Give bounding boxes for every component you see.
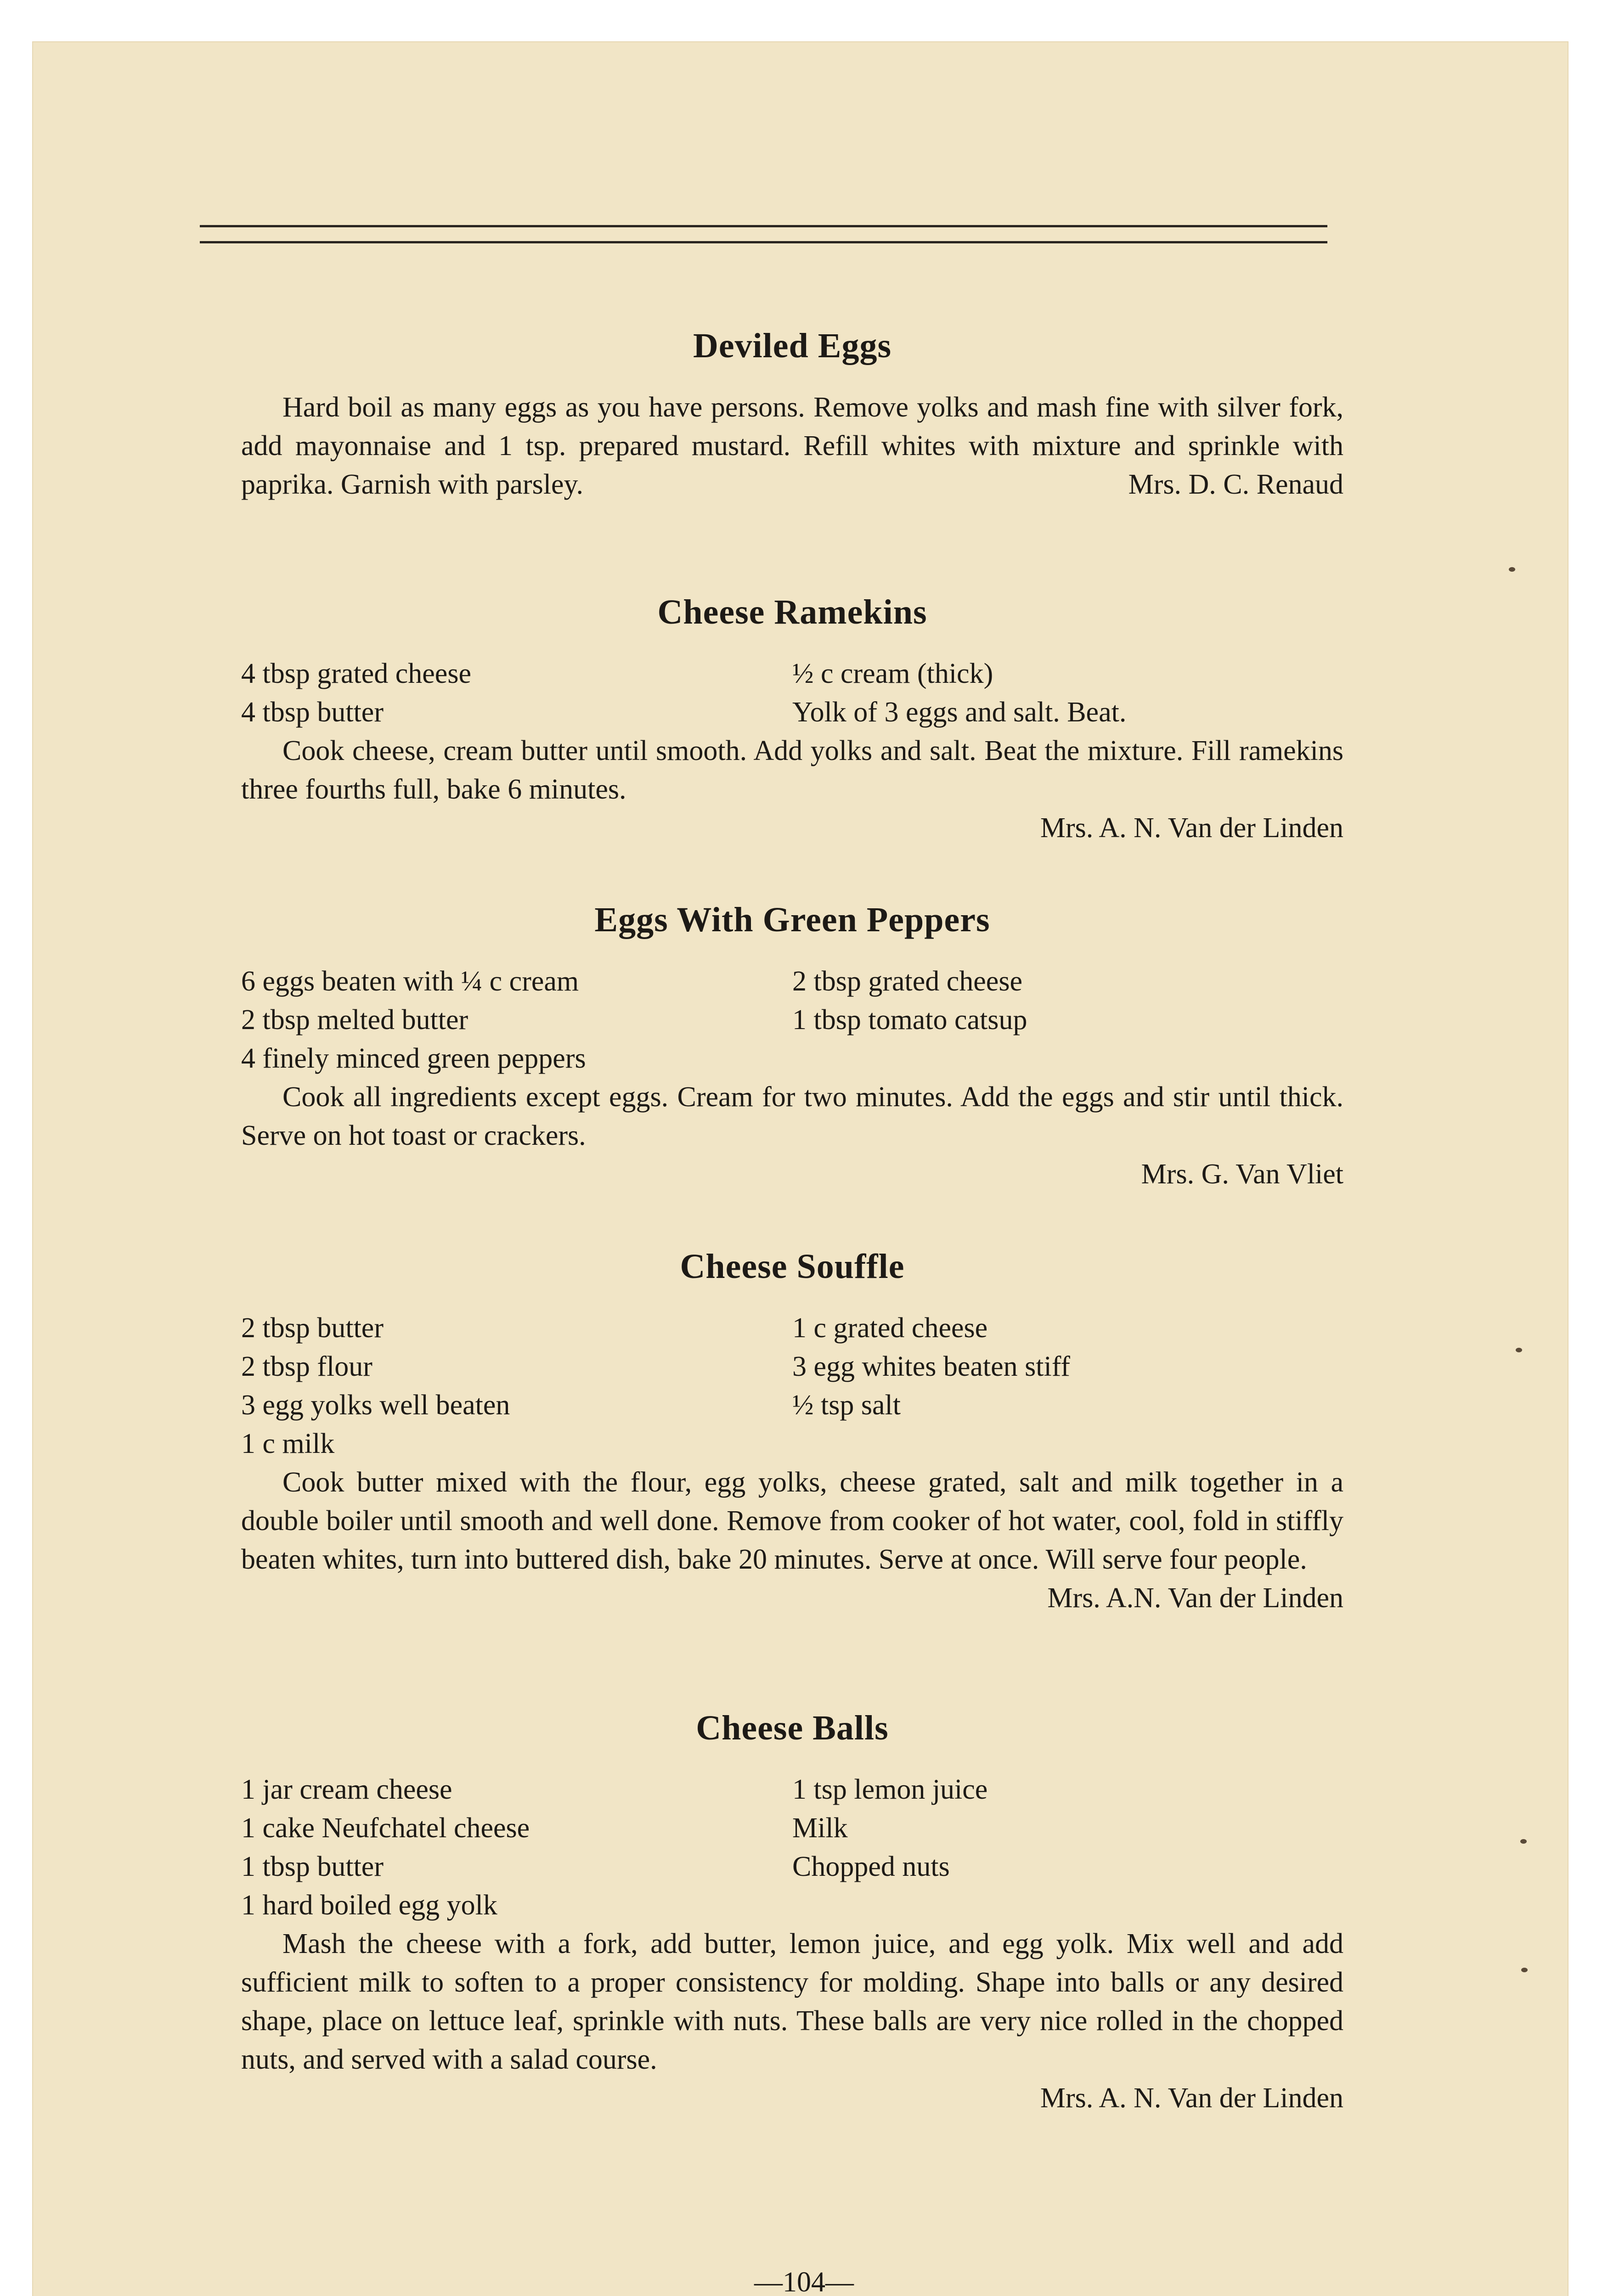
recipe-title: Cheese Ramekins: [657, 593, 927, 631]
ingredient: 6 eggs beaten with ¼ c cream: [241, 966, 579, 997]
ingredient-columns: [241, 962, 1343, 1039]
recipe-instructions: Cook all ingredients except eggs. Cream for two minutes. Add the eggs and stir until thick. Serve on hot toast or crackers.: [241, 1081, 1343, 1151]
ingredients-left: [241, 1309, 792, 1424]
recipe-title: Cheese Balls: [696, 1709, 889, 1747]
recipe-author: Mrs. G. Van Vliet: [1141, 1159, 1343, 1190]
paper-speck: [1521, 1968, 1528, 1972]
ingredient: 1 jar cream cheese: [241, 1774, 452, 1805]
paper-speck: [1509, 567, 1515, 572]
ingredients-right: [792, 1770, 1343, 1886]
recipe-cheese-souffle: [241, 1247, 1343, 1617]
ingredient: ½ c cream (thick): [792, 658, 993, 689]
ingredients-left: [241, 1770, 792, 1886]
ingredient: 1 hard boiled egg yolk: [241, 1890, 497, 1921]
recipe-instructions: Cook butter mixed with the flour, egg yolks, cheese grated, salt and milk together in a double boiler until smooth and well done. Remove from cooker of hot water, cool, fold in stiffly beaten whites, turn into buttered dish, bake 20 minutes. Serve at once. Will serve four people.: [241, 1467, 1343, 1575]
recipe-author: Mrs. A.N. Van der Linden: [1047, 1582, 1343, 1614]
recipe-author: Mrs. A. N. Van der Linden: [1040, 812, 1343, 844]
ingredient: 1 tbsp tomato catsup: [792, 1004, 1027, 1035]
ingredient-columns: [241, 654, 1343, 732]
recipe-author: Mrs. A. N. Van der Linden: [1040, 2082, 1343, 2114]
paper-speck: [1520, 1839, 1527, 1844]
ingredients-right: [792, 1309, 1343, 1424]
recipe-instructions: Mash the cheese with a fork, add butter, lemon juice, and egg yolk. Mix well and add sufficient milk to soften to a proper consistency for molding. Shape into balls or any desired shape, place on lettuce leaf, sprinkle with nuts. These balls are very nice rolled in the chopped nuts, and served with a salad course.: [241, 1928, 1343, 2075]
ingredient: 1 tsp lemon juice: [792, 1774, 988, 1805]
recipe-instructions: Cook cheese, cream butter until smooth. Add yolks and salt. Beat the mixture. Fill ramekins three fourths full, bake 6 minutes.: [241, 735, 1343, 805]
ingredient: 2 tbsp flour: [241, 1351, 372, 1382]
ingredient: 2 tbsp melted butter: [241, 1004, 468, 1035]
recipe-deviled-eggs: [241, 326, 1343, 504]
ingredient: 1 c grated cheese: [792, 1312, 988, 1344]
recipe-title: Deviled Eggs: [693, 326, 892, 365]
recipe-title: Cheese Souffle: [680, 1247, 905, 1286]
ingredient: 1 tbsp butter: [241, 1851, 384, 1882]
ingredient-columns: [241, 1770, 1343, 1886]
ingredient: 3 egg whites beaten stiff: [792, 1351, 1070, 1382]
ingredient: Yolk of 3 eggs and salt. Beat.: [792, 697, 1127, 728]
ingredient: 4 tbsp butter: [241, 697, 384, 728]
ingredient: 1 c milk: [241, 1428, 335, 1459]
ingredient: 4 finely minced green peppers: [241, 1043, 586, 1074]
header-double-rule: [200, 225, 1327, 243]
ingredients-right: [792, 962, 1343, 1039]
recipe-title: Eggs With Green Peppers: [594, 900, 990, 939]
ingredient: 3 egg yolks well beaten: [241, 1390, 510, 1421]
ingredients-left: [241, 654, 792, 732]
recipe-eggs-with-green-peppers: [241, 900, 1343, 1193]
ingredient: Milk: [792, 1812, 848, 1844]
page-number: —104—: [754, 2267, 854, 2296]
ingredients-left: [241, 962, 792, 1039]
ingredient-columns: [241, 1309, 1343, 1424]
recipe-cheese-ramekins: [241, 592, 1343, 847]
ingredient: ½ tsp salt: [792, 1390, 901, 1421]
ingredient: 1 cake Neufchatel cheese: [241, 1812, 530, 1844]
ingredients-right: [792, 654, 1343, 732]
paper-speck: [1516, 1348, 1522, 1352]
recipe-cheese-balls: [241, 1708, 1343, 2117]
ingredient: Chopped nuts: [792, 1851, 950, 1882]
recipe-instructions: Hard boil as many eggs as you have persons. Remove yolks and mash fine with silver fork, add mayonnaise and 1 tsp. prepared mustard. Refill whites with mixture and sprinkle with paprika. Garnish with parsley.: [241, 392, 1343, 500]
ingredient: 2 tbsp grated cheese: [792, 966, 1022, 997]
ingredient: 2 tbsp butter: [241, 1312, 384, 1344]
recipe-author: Mrs. D. C. Renaud: [1128, 469, 1343, 500]
ingredient: 4 tbsp grated cheese: [241, 658, 471, 689]
